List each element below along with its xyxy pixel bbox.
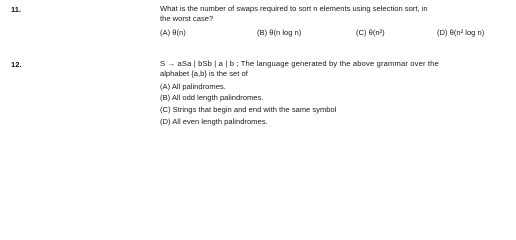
question-11-option-d: (D) θ(n² log n) bbox=[437, 28, 485, 37]
question-12-stem-line-1: S → aSa | bSb | a | b ; The language generated by the above grammar over the bbox=[160, 59, 439, 68]
question-12-option-b: (B) All odd length palindromes. bbox=[160, 93, 264, 102]
question-11-stem-line-2: the worst case? bbox=[160, 14, 214, 23]
question-12-option-c: (C) Strings that begin and end with the same symbol bbox=[160, 105, 337, 114]
question-12-stem-line-2: alphabet {a,b} is the set of bbox=[160, 69, 248, 78]
question-11-stem-line-1: What is the number of swaps required to sort n elements using selection sort, in bbox=[160, 4, 428, 13]
question-11-option-c: (C) θ(n²) bbox=[356, 28, 385, 37]
question-11-number: 11. bbox=[11, 5, 22, 14]
question-11-option-b: (B) θ(n log n) bbox=[257, 28, 302, 37]
question-11-option-a: (A) θ(n) bbox=[160, 28, 186, 37]
question-12-option-a: (A) All palindromes. bbox=[160, 82, 226, 91]
question-12-option-d: (D) All even length palindromes. bbox=[160, 117, 268, 126]
question-12-number: 12. bbox=[11, 60, 22, 69]
